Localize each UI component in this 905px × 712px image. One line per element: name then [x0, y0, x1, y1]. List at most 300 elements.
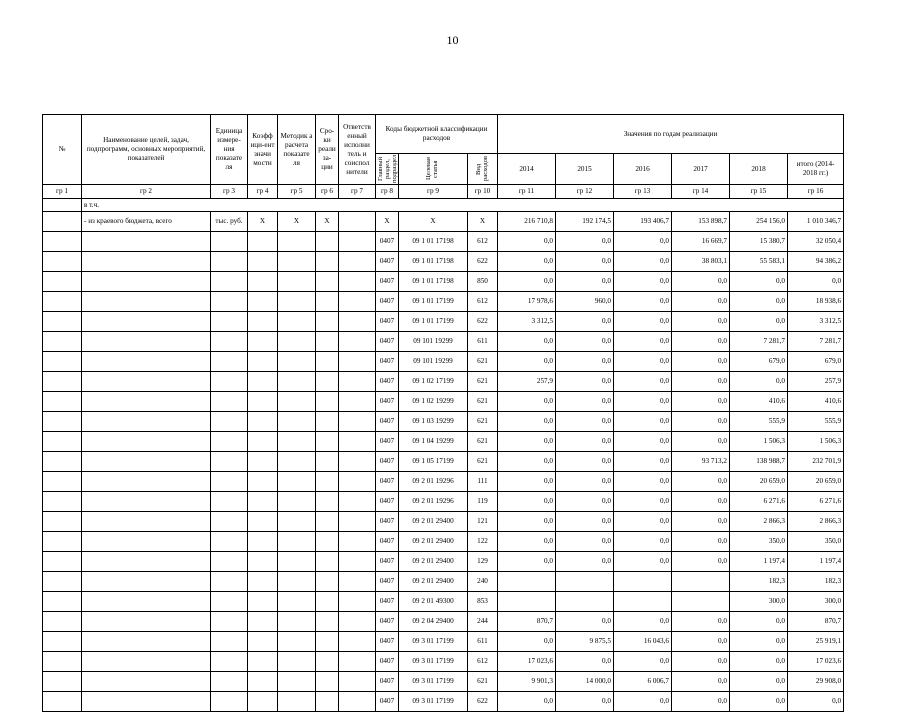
- value-year: 0,0: [672, 672, 730, 692]
- value-year: [498, 572, 556, 592]
- table-row: [43, 312, 844, 332]
- cell: [316, 392, 339, 412]
- value-year: 0,0: [498, 452, 556, 472]
- value-year: 0,0: [672, 332, 730, 352]
- value-year: 14 000,0: [556, 672, 614, 692]
- expense-kind: 621: [468, 372, 498, 392]
- group-label: гр 11: [498, 185, 556, 199]
- cell: [316, 492, 339, 512]
- target-code: 09 2 01 49300: [399, 592, 468, 612]
- value-year: 0,0: [614, 312, 672, 332]
- cell: [211, 332, 248, 352]
- target-code: 09 3 01 17199: [399, 632, 468, 652]
- cell: [278, 252, 316, 272]
- group-label: гр 13: [614, 185, 672, 199]
- value-year: 0,0: [614, 232, 672, 252]
- section-code: 0407: [376, 572, 399, 592]
- value-year: 55 583,1: [730, 252, 788, 272]
- cell: [43, 532, 82, 552]
- value-year: 3 312,5: [498, 312, 556, 332]
- cell: [248, 592, 278, 612]
- table-row: [43, 472, 844, 492]
- value-year: 0,0: [614, 512, 672, 532]
- value-year: 0,0: [614, 552, 672, 572]
- section-code: 0407: [376, 512, 399, 532]
- group-label: гр 1: [43, 185, 82, 199]
- cell: [211, 432, 248, 452]
- table-row: [43, 412, 844, 432]
- header-name: Наименование целей, задач, подпрограмм, основных мероприятий, показателей: [82, 115, 211, 185]
- cell: [82, 292, 211, 312]
- section-code: 0407: [376, 632, 399, 652]
- value-year: 0,0: [672, 432, 730, 452]
- value-year: 0,0: [498, 532, 556, 552]
- target-code: 09 2 04 29400: [399, 612, 468, 632]
- target-code: 09 1 04 19299: [399, 432, 468, 452]
- target-code: 09 2 01 29400: [399, 532, 468, 552]
- value-total: 870,7: [788, 612, 844, 632]
- value-year: 0,0: [498, 252, 556, 272]
- cell: [211, 372, 248, 392]
- section-code: 0407: [376, 672, 399, 692]
- target-code: 09 1 03 19299: [399, 412, 468, 432]
- expense-kind: 111: [468, 472, 498, 492]
- value-year: 0,0: [614, 352, 672, 372]
- cell: [339, 412, 376, 432]
- cell: [316, 372, 339, 392]
- header-year: 2014: [498, 154, 556, 185]
- cell: [43, 292, 82, 312]
- value-year: 0,0: [672, 492, 730, 512]
- header-unit: Единица измере-ния показате ля: [211, 115, 248, 185]
- cell: [278, 672, 316, 692]
- cell: [278, 512, 316, 532]
- value-year: 870,7: [498, 612, 556, 632]
- group-label: гр 6: [316, 185, 339, 199]
- cell: [339, 432, 376, 452]
- value-year: 0,0: [556, 472, 614, 492]
- section-code: 0407: [376, 452, 399, 472]
- cell: [211, 452, 248, 472]
- cell: [43, 312, 82, 332]
- value-year: [614, 572, 672, 592]
- cell: [82, 572, 211, 592]
- cell: [316, 412, 339, 432]
- cell: [316, 692, 339, 712]
- cell: [43, 572, 82, 592]
- cell: [316, 232, 339, 252]
- value-year: 960,0: [556, 292, 614, 312]
- cell: [278, 372, 316, 392]
- value-year: 0,0: [556, 452, 614, 472]
- value-year: 0,0: [614, 292, 672, 312]
- cell: [339, 572, 376, 592]
- cell: [82, 692, 211, 712]
- tch-row: [43, 199, 844, 212]
- value-year: 2 866,3: [730, 512, 788, 532]
- cell: [82, 592, 211, 612]
- value-year: 20 659,0: [730, 472, 788, 492]
- expense-kind: 121: [468, 512, 498, 532]
- cell: [248, 432, 278, 452]
- table-row: [43, 532, 844, 552]
- value-year: [556, 592, 614, 612]
- cell: [43, 392, 82, 412]
- target-code: 09 2 01 19296: [399, 492, 468, 512]
- section-code: 0407: [376, 532, 399, 552]
- cell: [211, 572, 248, 592]
- cell: [316, 272, 339, 292]
- cell: [82, 472, 211, 492]
- cell: [248, 232, 278, 252]
- value-total: 555,9: [788, 412, 844, 432]
- cell: [339, 252, 376, 272]
- value-year: 0,0: [614, 492, 672, 512]
- expense-kind: 129: [468, 552, 498, 572]
- cell: [43, 372, 82, 392]
- group-label: гр 16: [788, 185, 844, 199]
- value-year: 16 669,7: [672, 232, 730, 252]
- value-total: 350,0: [788, 532, 844, 552]
- cell: [211, 492, 248, 512]
- total-value: 153 898,7: [672, 212, 730, 232]
- value-year: 0,0: [498, 412, 556, 432]
- value-total: 232 701,9: [788, 452, 844, 472]
- header-number: №: [43, 115, 82, 185]
- table-row: [43, 692, 844, 712]
- target-code: 09 1 02 17199: [399, 372, 468, 392]
- header-budget-codes: Коды бюджетной классификации расходов: [376, 115, 498, 154]
- value-year: 0,0: [672, 372, 730, 392]
- group-label: гр 14: [672, 185, 730, 199]
- cell: [278, 432, 316, 452]
- value-year: 0,0: [730, 692, 788, 712]
- expense-kind: 612: [468, 232, 498, 252]
- target-code: 09 1 01 17198: [399, 252, 468, 272]
- value-year: 17 023,6: [498, 652, 556, 672]
- group-label: гр 8: [376, 185, 399, 199]
- table-body: [43, 199, 844, 712]
- cell: [43, 472, 82, 492]
- expense-kind: 621: [468, 392, 498, 412]
- cell: [278, 272, 316, 292]
- value-year: 0,0: [498, 332, 556, 352]
- value-year: 0,0: [614, 652, 672, 672]
- section-code: 0407: [376, 392, 399, 412]
- target-code: 09 3 01 17199: [399, 652, 468, 672]
- group-label: гр 5: [278, 185, 316, 199]
- cell: [339, 352, 376, 372]
- value-year: 0,0: [614, 692, 672, 712]
- value-year: 7 281,7: [730, 332, 788, 352]
- cell: [339, 212, 376, 232]
- value-year: 17 978,6: [498, 292, 556, 312]
- cell: [82, 392, 211, 412]
- cell: [278, 312, 316, 332]
- value-year: 0,0: [672, 612, 730, 632]
- total-kind: Х: [468, 212, 498, 232]
- cell: [248, 332, 278, 352]
- group-label: гр 3: [211, 185, 248, 199]
- cell: [248, 672, 278, 692]
- table-row: [43, 392, 844, 412]
- value-year: [498, 592, 556, 612]
- cell: [82, 252, 211, 272]
- value-year: 0,0: [498, 232, 556, 252]
- value-total: 0,0: [788, 692, 844, 712]
- cell: [339, 492, 376, 512]
- cell: [82, 272, 211, 292]
- table-row: [43, 332, 844, 352]
- value-year: 1 197,4: [730, 552, 788, 572]
- section-code: 0407: [376, 352, 399, 372]
- value-year: 6 271,6: [730, 492, 788, 512]
- section-code: 0407: [376, 412, 399, 432]
- cell: [278, 232, 316, 252]
- cell: [82, 332, 211, 352]
- total-value: 254 156,0: [730, 212, 788, 232]
- value-year: 410,6: [730, 392, 788, 412]
- cell: [82, 232, 211, 252]
- cell: [316, 472, 339, 492]
- cell: [43, 232, 82, 252]
- value-year: 0,0: [498, 632, 556, 652]
- header-year: 2018: [730, 154, 788, 185]
- expense-kind: 622: [468, 692, 498, 712]
- cell: [43, 199, 82, 212]
- cell: [211, 692, 248, 712]
- cell: [43, 432, 82, 452]
- group-label: гр 15: [730, 185, 788, 199]
- section-code: 0407: [376, 432, 399, 452]
- value-year: 0,0: [498, 472, 556, 492]
- cell: [339, 292, 376, 312]
- value-year: 0,0: [672, 272, 730, 292]
- cell: [211, 252, 248, 272]
- cell: [43, 552, 82, 572]
- cell: [43, 272, 82, 292]
- value-year: 0,0: [556, 412, 614, 432]
- value-year: 0,0: [556, 612, 614, 632]
- cell: [211, 472, 248, 492]
- cell: [211, 292, 248, 312]
- expense-kind: 621: [468, 672, 498, 692]
- section-code: 0407: [376, 332, 399, 352]
- cell: [82, 652, 211, 672]
- cell: [316, 552, 339, 572]
- header-year: 2015: [556, 154, 614, 185]
- value-year: 350,0: [730, 532, 788, 552]
- cell: [278, 392, 316, 412]
- table-row: [43, 452, 844, 472]
- cell: [339, 552, 376, 572]
- cell: [339, 332, 376, 352]
- value-year: 0,0: [556, 312, 614, 332]
- cell: [339, 652, 376, 672]
- value-year: [556, 572, 614, 592]
- value-total: 0,0: [788, 272, 844, 292]
- group-label-row: [43, 185, 844, 199]
- total-value-sum: 1 010 346,7: [788, 212, 844, 232]
- value-total: 679,0: [788, 352, 844, 372]
- target-code: 09 3 01 17199: [399, 672, 468, 692]
- cell: [339, 272, 376, 292]
- value-year: 0,0: [672, 472, 730, 492]
- value-year: 0,0: [614, 432, 672, 452]
- cell: [211, 592, 248, 612]
- expense-kind: 240: [468, 572, 498, 592]
- value-year: 0,0: [730, 652, 788, 672]
- target-code: 09 101 19299: [399, 332, 468, 352]
- cell: [82, 492, 211, 512]
- header-target: [399, 154, 468, 185]
- section-code: 0407: [376, 272, 399, 292]
- cell: [316, 512, 339, 532]
- cell: [339, 472, 376, 492]
- value-year: 257,9: [498, 372, 556, 392]
- cell: [82, 672, 211, 692]
- value-year: [672, 572, 730, 592]
- cell: [316, 252, 339, 272]
- value-total: 18 938,6: [788, 292, 844, 312]
- value-year: 0,0: [556, 232, 614, 252]
- value-year: 679,0: [730, 352, 788, 372]
- header-section: [376, 154, 399, 185]
- target-code: 09 1 01 17199: [399, 312, 468, 332]
- cell: [339, 672, 376, 692]
- cell: [82, 552, 211, 572]
- cell: [339, 512, 376, 532]
- value-year: 0,0: [498, 512, 556, 532]
- budget-table: [42, 114, 844, 712]
- section-code: 0407: [376, 472, 399, 492]
- section-code: 0407: [376, 252, 399, 272]
- cell: [43, 332, 82, 352]
- cell: [248, 392, 278, 412]
- cell: [43, 212, 82, 232]
- cell: [211, 272, 248, 292]
- total-target: Х: [399, 212, 468, 232]
- expense-kind: 611: [468, 632, 498, 652]
- cell: [248, 692, 278, 712]
- header-terms: Сро-ки реали за-ции: [316, 115, 339, 185]
- cell: [43, 652, 82, 672]
- page-number: 10: [446, 33, 459, 47]
- value-year: 0,0: [556, 332, 614, 352]
- cell: [339, 692, 376, 712]
- group-label: гр 4: [248, 185, 278, 199]
- cell: [43, 592, 82, 612]
- value-year: 0,0: [498, 432, 556, 452]
- section-code: 0407: [376, 312, 399, 332]
- cell: [339, 232, 376, 252]
- cell: [43, 452, 82, 472]
- table-row: [43, 552, 844, 572]
- value-year: 93 713,2: [672, 452, 730, 472]
- cell: [211, 632, 248, 652]
- table-row: [43, 432, 844, 452]
- table-row: [43, 272, 844, 292]
- cell: [211, 232, 248, 252]
- cell: [43, 612, 82, 632]
- section-code: 0407: [376, 492, 399, 512]
- cell: [248, 412, 278, 432]
- cell: [278, 572, 316, 592]
- value-year: 0,0: [672, 552, 730, 572]
- group-label: гр 9: [399, 185, 468, 199]
- expense-kind: 119: [468, 492, 498, 512]
- value-year: 0,0: [556, 272, 614, 292]
- cell: [43, 412, 82, 432]
- cell: [316, 452, 339, 472]
- total-value: 193 406,7: [614, 212, 672, 232]
- cell: [316, 332, 339, 352]
- total-method: Х: [278, 212, 316, 232]
- value-total: 6 271,6: [788, 492, 844, 512]
- value-year: 0,0: [614, 332, 672, 352]
- cell: [278, 592, 316, 612]
- total-value: 216 710,8: [498, 212, 556, 232]
- total-value: 192 174,5: [556, 212, 614, 232]
- cell: [82, 612, 211, 632]
- cell: [82, 432, 211, 452]
- table-row: [43, 232, 844, 252]
- cell: [43, 352, 82, 372]
- cell: [211, 552, 248, 572]
- target-code: 09 101 19299: [399, 352, 468, 372]
- cell: [278, 412, 316, 432]
- cell: [316, 312, 339, 332]
- cell: [43, 492, 82, 512]
- section-code: 0407: [376, 552, 399, 572]
- total-terms: Х: [316, 212, 339, 232]
- value-year: 0,0: [614, 372, 672, 392]
- section-code: 0407: [376, 292, 399, 312]
- group-label: гр 2: [82, 185, 211, 199]
- target-code: 09 1 01 17199: [399, 292, 468, 312]
- cell: [278, 632, 316, 652]
- value-total: 2 866,3: [788, 512, 844, 532]
- value-year: 0,0: [672, 652, 730, 672]
- cell: [278, 292, 316, 312]
- value-year: 0,0: [556, 252, 614, 272]
- cell: [82, 352, 211, 372]
- value-year: 0,0: [614, 412, 672, 432]
- target-code: 09 3 01 17199: [399, 692, 468, 712]
- value-year: 182,3: [730, 572, 788, 592]
- group-label: гр 7: [339, 185, 376, 199]
- table-row: [43, 652, 844, 672]
- expense-kind: 621: [468, 352, 498, 372]
- value-year: 0,0: [498, 352, 556, 372]
- value-year: 1 506,3: [730, 432, 788, 452]
- value-year: 555,9: [730, 412, 788, 432]
- header-coefficient: Коэфф ици-ент значи мости: [248, 115, 278, 185]
- cell: [211, 652, 248, 672]
- value-year: 0,0: [614, 612, 672, 632]
- value-year: 0,0: [556, 552, 614, 572]
- value-year: 9 875,5: [556, 632, 614, 652]
- cell: [43, 632, 82, 652]
- cell: [43, 252, 82, 272]
- cell: [82, 512, 211, 532]
- total-row: [43, 212, 844, 232]
- cell: [248, 352, 278, 372]
- cell: [82, 312, 211, 332]
- expense-kind: 612: [468, 652, 498, 672]
- cell: [82, 452, 211, 472]
- value-year: 0,0: [672, 392, 730, 412]
